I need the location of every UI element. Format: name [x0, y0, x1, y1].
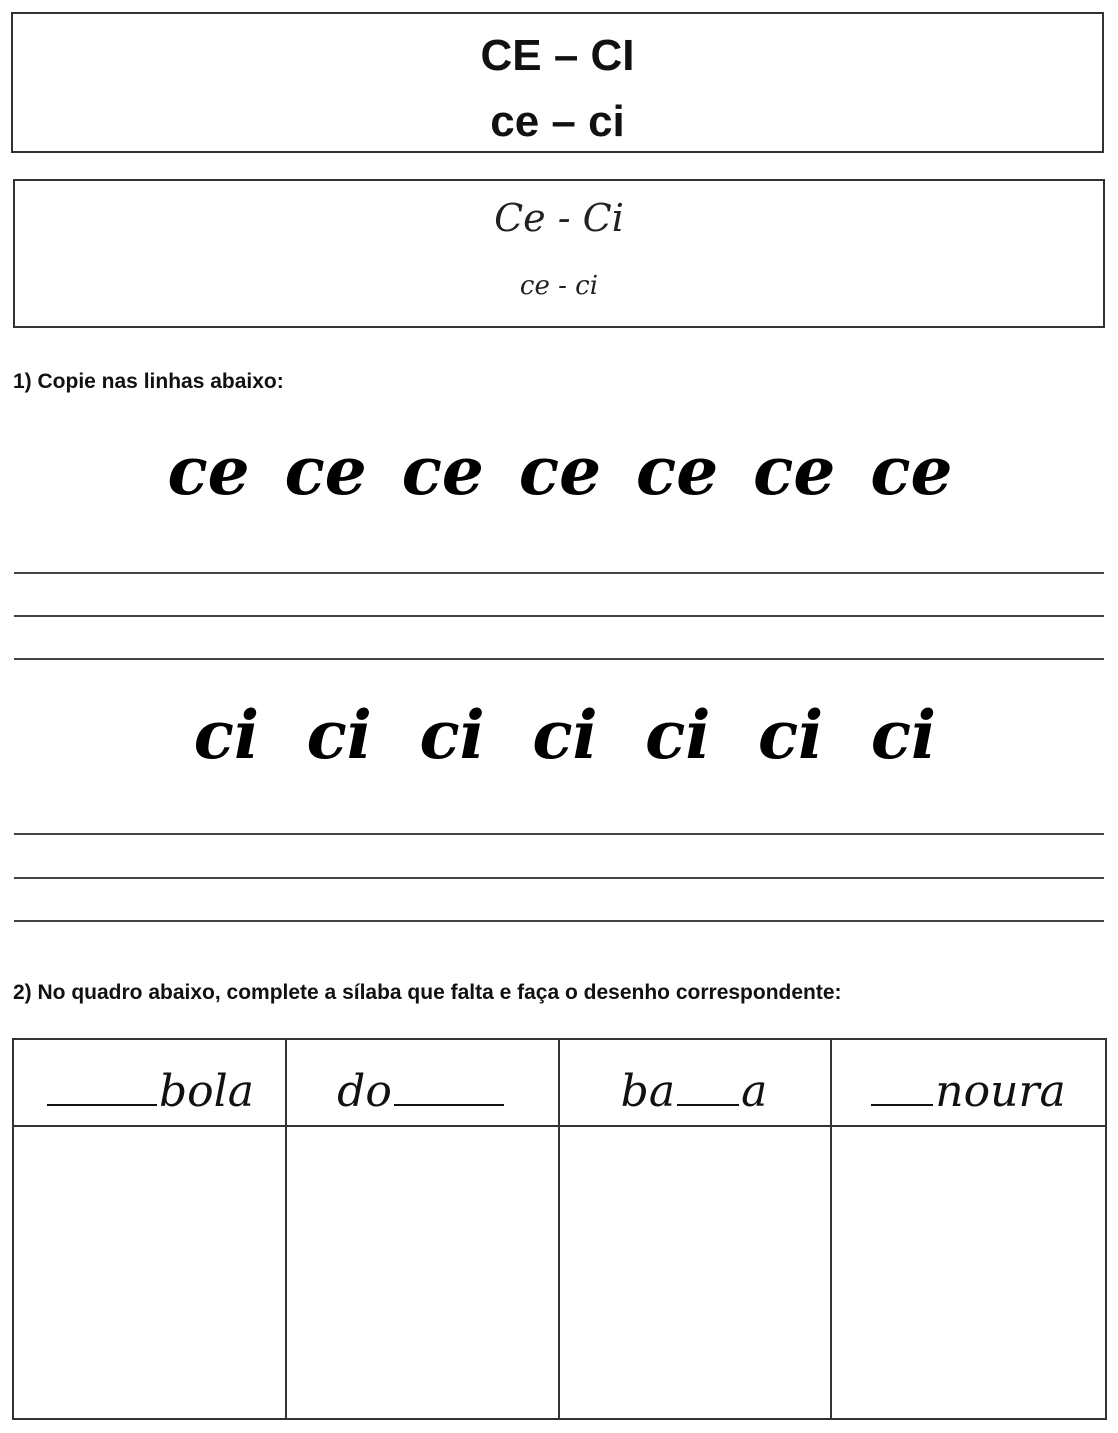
ci-syllable: ci	[532, 696, 598, 774]
cell-2-before: do	[337, 1066, 392, 1117]
ci-syllable: ci	[306, 696, 372, 774]
writing-line[interactable]	[14, 920, 1104, 922]
drawing-area-4[interactable]	[832, 1127, 1105, 1418]
writing-line[interactable]	[14, 615, 1104, 617]
cell-3-after: a	[741, 1066, 768, 1117]
blank-field[interactable]	[47, 1104, 157, 1106]
ci-model-row	[170, 696, 960, 774]
word-cell-2	[285, 1054, 558, 1117]
ci-syllable: ci	[758, 696, 824, 774]
ci-syllable: ci	[193, 696, 260, 774]
ci-syllable: ci	[419, 696, 485, 774]
ce-syllable: ce	[636, 432, 719, 510]
word-cell-4	[830, 1054, 1105, 1117]
word-cell-3	[558, 1054, 830, 1117]
ce-model-row	[150, 432, 970, 510]
cell-1-after: bola	[159, 1066, 254, 1117]
drawing-area-3[interactable]	[560, 1127, 830, 1418]
ci-syllable: ci	[645, 696, 711, 774]
blank-field[interactable]	[394, 1104, 504, 1106]
ce-syllable: ce	[167, 432, 250, 510]
drawing-area-2[interactable]	[287, 1127, 558, 1418]
ci-syllable: ci	[870, 696, 937, 774]
writing-line[interactable]	[14, 833, 1104, 835]
ce-syllable: ce	[518, 432, 602, 510]
drawing-area-1[interactable]	[14, 1127, 285, 1418]
title-box	[11, 12, 1104, 153]
title-lowercase: ce – ci	[490, 97, 625, 146]
cursive-title-box	[13, 179, 1105, 328]
title-uppercase: CE – CI	[480, 31, 635, 80]
ce-syllable: ce	[870, 432, 953, 510]
writing-line[interactable]	[14, 572, 1104, 574]
cell-4-after: noura	[935, 1066, 1066, 1117]
ce-syllable: ce	[753, 432, 836, 510]
word-cell-1	[14, 1054, 285, 1117]
ce-syllable: ce	[401, 432, 484, 510]
blank-field[interactable]	[677, 1104, 739, 1106]
exercise-1-instruction: 1) Copie nas linhas abaixo:	[13, 370, 284, 393]
writing-line[interactable]	[14, 658, 1104, 660]
exercise-2-instruction: 2) No quadro abaixo, complete a sílaba que falta e faça o desenho correspondente:	[13, 981, 842, 1004]
cursive-lowercase: ce - ci	[519, 271, 599, 301]
ce-syllable: ce	[284, 432, 367, 510]
completion-table	[12, 1038, 1107, 1420]
blank-field[interactable]	[871, 1104, 933, 1106]
writing-line[interactable]	[14, 877, 1104, 879]
cell-3-before: ba	[620, 1066, 676, 1117]
cursive-uppercase: Ce - Ci	[494, 196, 624, 240]
